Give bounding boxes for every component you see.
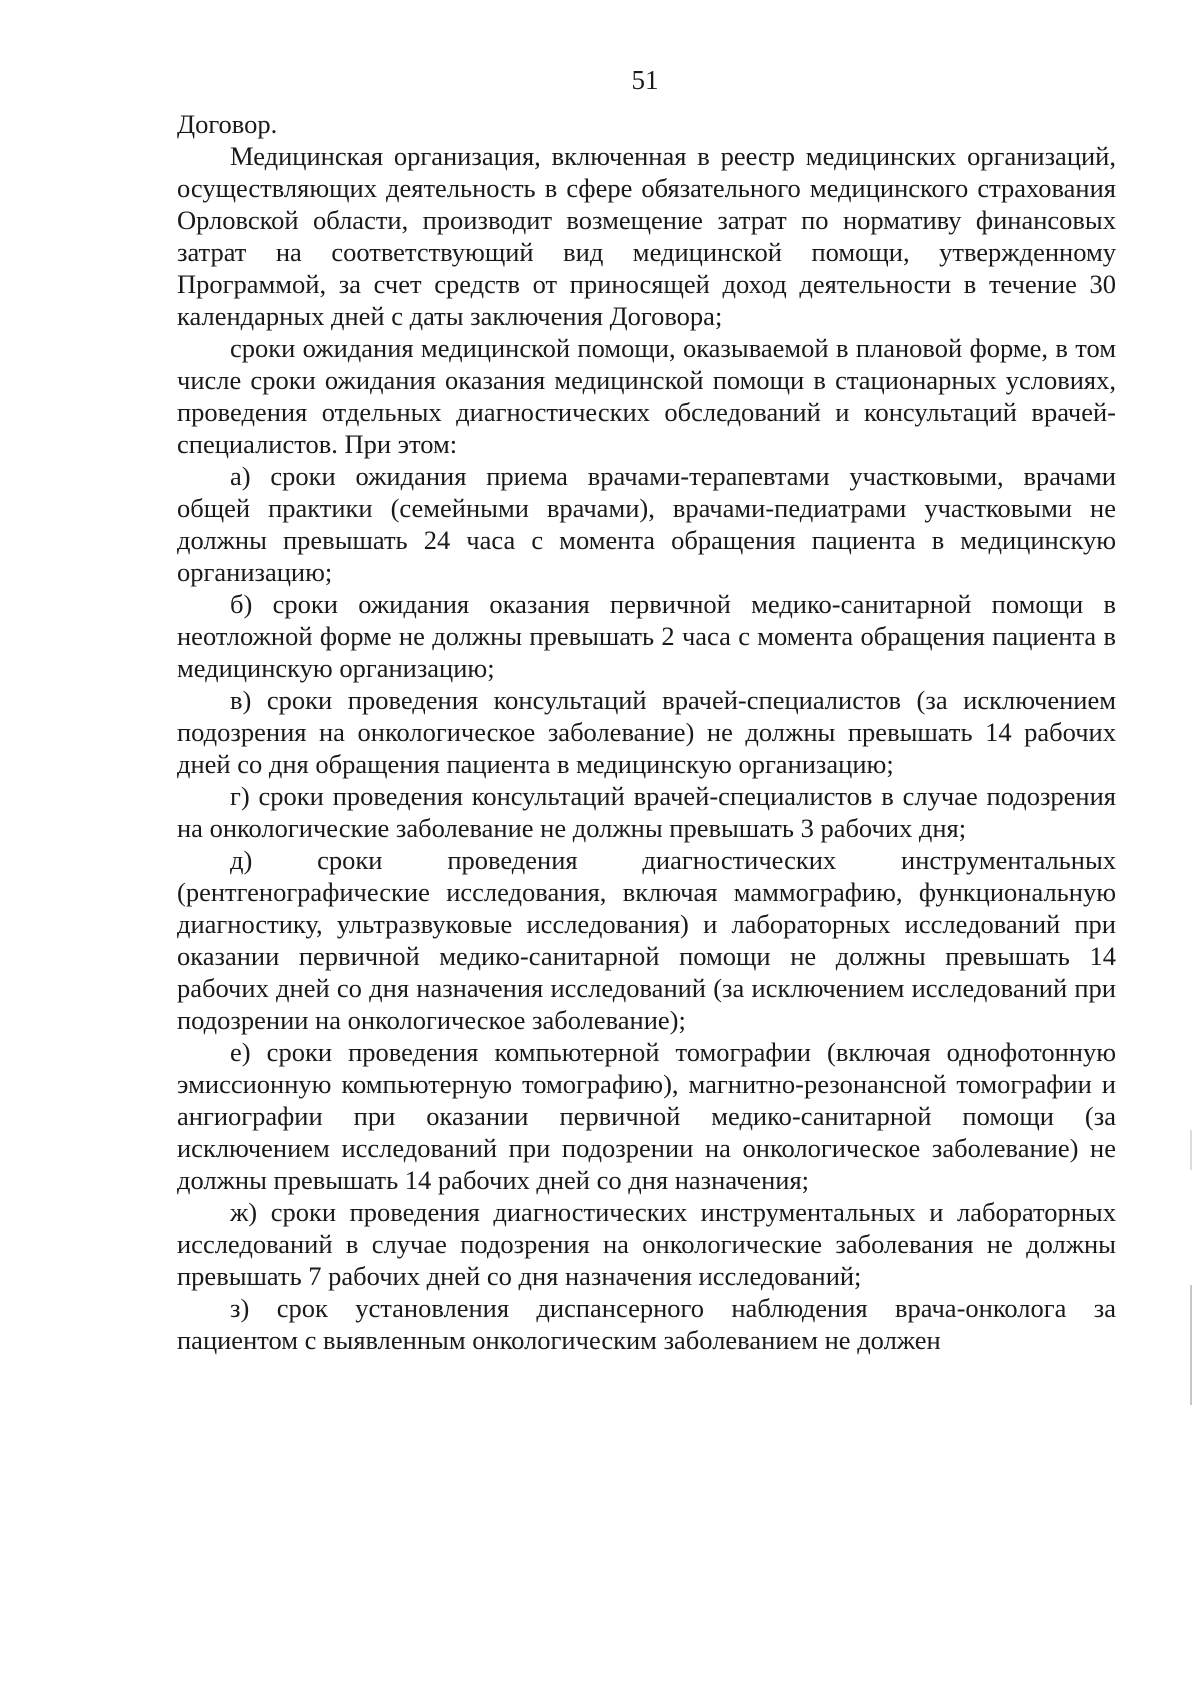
paragraph-waiting-times: сроки ожидания медицинской помощи, оказываемой в плановой форме, в том числе сроки ожидания оказания медицинской помощи в стационарных условиях, проведения отдельных диагностических обследований и консультаций врачей-специалистов. При этом: bbox=[177, 333, 1116, 459]
paragraph-med-organization: Медицинская организация, включенная в реестр медицинских организаций, осуществляющих деятельность в сфере обязательного медицинского страхования Орловской области, производит возмещение затрат по нормативу финансовых затрат на соответствующий вид медицинской помощи, утвержденному Программой, за счет средств от приносящей доход деятельности в течение 30 календарных дней с даты заключения Договора; bbox=[177, 141, 1116, 331]
page-number: 51 bbox=[631, 65, 659, 95]
paragraph-dogovor: Договор. bbox=[177, 109, 278, 139]
paragraph-item-b: б) сроки ожидания оказания первичной медико-санитарной помощи в неотложной форме не должны превышать 2 часа с момента обращения пациента в медицинскую организацию; bbox=[177, 589, 1116, 683]
paragraph-item-g: г) сроки проведения консультаций врачей-специалистов в случае подозрения на онкологические заболевание не должны превышать 3 рабочих дня; bbox=[177, 781, 1116, 843]
scan-artifact-line bbox=[1190, 1130, 1192, 1170]
paragraph-item-a: а) сроки ожидания приема врачами-терапевтами участковыми, врачами общей практики (семейными врачами), врачами-педиатрами участковыми не должны превышать 24 часа с момента обращения пациента в медицинскую организацию; bbox=[177, 461, 1116, 587]
paragraph-item-d: д) сроки проведения диагностических инструментальных (рентгенографические исследования, включая маммографию, функциональную диагностику, ультразвуковые исследования) и лабораторных исследований при оказании первичной медико-санитарной помощи не должны превышать 14 рабочих дней со дня назначения исследований (за исключением исследований при подозрении на онкологическое заболевание); bbox=[177, 845, 1116, 1035]
paragraph-item-zh: ж) сроки проведения диагностических инструментальных и лабораторных исследований в случае подозрения на онкологические заболевания не должны превышать 7 рабочих дней со дня назначения исследований; bbox=[177, 1197, 1116, 1291]
scan-artifact-line bbox=[1190, 1285, 1192, 1405]
paragraph-item-v: в) сроки проведения консультаций врачей-специалистов (за исключением подозрения на онкологическое заболевание) не должны превышать 14 рабочих дней со дня обращения пациента в медицинскую организацию; bbox=[177, 685, 1116, 779]
paragraph-item-e: е) сроки проведения компьютерной томографии (включая однофотонную эмиссионную компьютерную томографию), магнитно-резонансной томографии и ангиографии при оказании первичной медико-санитарной помощи (за исключением исследований при подозрении на онкологическое заболевание) не должны превышать 14 рабочих дней со дня назначения; bbox=[177, 1037, 1116, 1195]
paragraph-item-z: з) срок установления диспансерного наблюдения врача-онколога за пациентом с выявленным онкологическим заболеванием не должен bbox=[177, 1293, 1116, 1355]
document-body bbox=[177, 108, 1116, 1356]
